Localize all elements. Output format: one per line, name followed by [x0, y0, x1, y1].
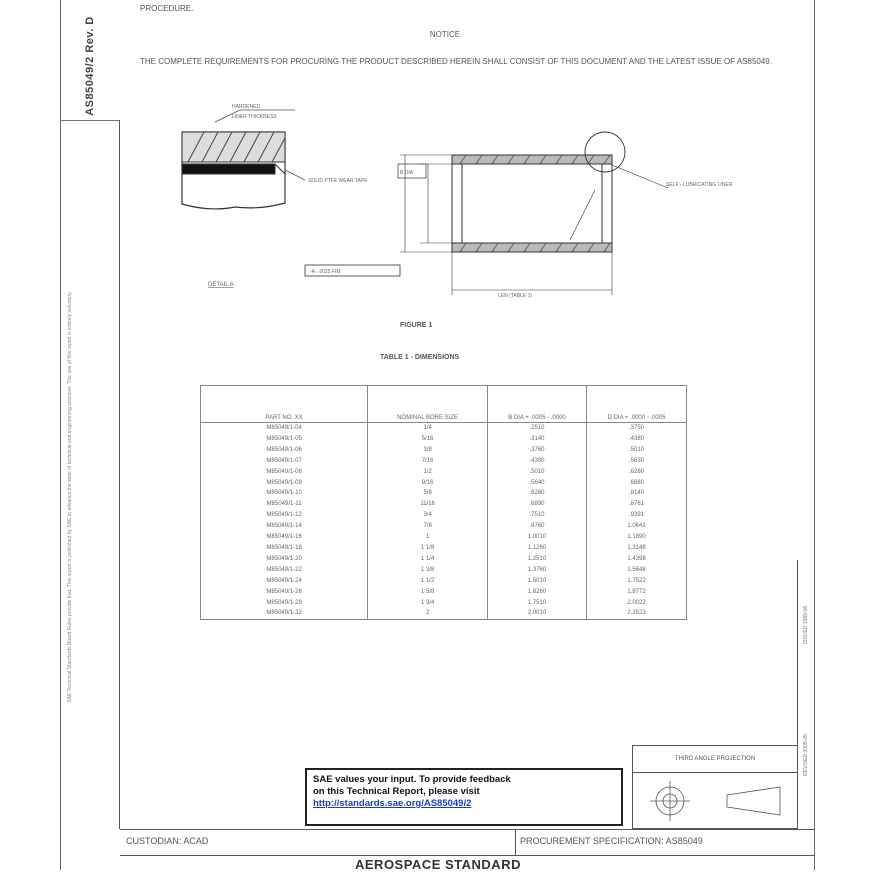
- cell-part-no: M85049/1-11: [201, 499, 368, 510]
- table-row: [201, 499, 687, 510]
- cell-nominal-size: 2: [368, 608, 488, 619]
- cell-d-dia: .9391: [587, 510, 687, 521]
- cell-nominal-size: 1 3/4: [368, 598, 488, 609]
- table-row: [201, 608, 687, 619]
- cell-b-dia: .7510: [488, 510, 587, 521]
- cell-d-dia: 1.0641: [587, 521, 687, 532]
- cell-b-dia: .3760: [488, 445, 587, 456]
- cell-b-dia: 1.7510: [488, 598, 587, 609]
- label-b-dia: B DIA: [400, 170, 414, 176]
- label-len: LEN (TABLE 1): [498, 293, 533, 299]
- table-row: [201, 554, 687, 565]
- footer-row: [120, 829, 815, 856]
- cell-nominal-size: 5/8: [368, 488, 488, 499]
- cell-d-dia: .8761: [587, 499, 687, 510]
- cell-nominal-size: 1/4: [368, 423, 488, 434]
- header-b-dia: B DIA + .0005 - .0000: [488, 386, 587, 423]
- cell-d-dia: .6260: [587, 467, 687, 478]
- cell-b-dia: 1.5010: [488, 576, 587, 587]
- projection-title: THIRD ANGLE PROJECTION: [632, 745, 798, 773]
- revised-date: REVISED 2008-05: [803, 734, 809, 776]
- cell-d-dia: .5630: [587, 456, 687, 467]
- cell-nominal-size: 1 5/8: [368, 587, 488, 598]
- cell-b-dia: 1.1260: [488, 543, 587, 554]
- label-sleeve: SOLID PTFE WEAR TAPE: [308, 178, 368, 184]
- cell-nominal-size: 9/16: [368, 478, 488, 489]
- detail-a-section: [182, 110, 305, 209]
- cell-b-dia: .3140: [488, 434, 587, 445]
- cell-part-no: M85049/1-10: [201, 488, 368, 499]
- table-row: [201, 445, 687, 456]
- cell-part-no: M85049/1-14: [201, 521, 368, 532]
- header-d-dia: D DIA + .0000 - .0005: [587, 386, 687, 423]
- header-nominal: NOMINAL BORE SIZE: [368, 386, 488, 423]
- cell-nominal-size: 1 1/2: [368, 576, 488, 587]
- feedback-box: [305, 768, 623, 826]
- cell-part-no: M85049/1-20: [201, 554, 368, 565]
- feedback-line-2: on this Technical Report, please visit: [313, 786, 480, 797]
- table-row: [201, 434, 687, 445]
- cell-b-dia: 1.0010: [488, 532, 587, 543]
- cell-d-dia: 1.4398: [587, 554, 687, 565]
- bushing-view: [305, 132, 668, 295]
- label-self-lub: SELF - LUBRICATING LINER: [666, 182, 733, 188]
- issued-date: ISSUED 1989-06: [803, 605, 809, 645]
- cell-nominal-size: 1: [368, 532, 488, 543]
- cell-nominal-size: 3/4: [368, 510, 488, 521]
- cell-d-dia: .5010: [587, 445, 687, 456]
- cell-nominal-size: 1 1/4: [368, 554, 488, 565]
- cell-part-no: M85049/1-04: [201, 423, 368, 434]
- cell-part-no: M85049/1-28: [201, 598, 368, 609]
- header-part-no: PART NO. XX: [201, 386, 368, 423]
- cell-d-dia: .8140: [587, 488, 687, 499]
- table-row: [201, 488, 687, 499]
- cell-nominal-size: 5/16: [368, 434, 488, 445]
- table-row: [201, 510, 687, 521]
- cell-nominal-size: 7/16: [368, 456, 488, 467]
- cell-d-dia: 1.8772: [587, 587, 687, 598]
- cell-b-dia: 1.3760: [488, 565, 587, 576]
- table-header-row: [201, 386, 687, 423]
- label-liner: LINER THICKNESS: [232, 114, 277, 120]
- cell-part-no: M85049/1-06: [201, 445, 368, 456]
- cell-part-no: M85049/1-22: [201, 565, 368, 576]
- table-row: [201, 576, 687, 587]
- doc-number: AS85049/2 Rev. D: [84, 16, 96, 116]
- cell-nominal-size: 3/8: [368, 445, 488, 456]
- cell-nominal-size: 11/16: [368, 499, 488, 510]
- cell-b-dia: 1.6260: [488, 587, 587, 598]
- cell-b-dia: .6260: [488, 488, 587, 499]
- cell-d-dia: 1.5648: [587, 565, 687, 576]
- procurement-spec: PROCUREMENT SPECIFICATION: AS85049: [520, 836, 703, 846]
- table-row: [201, 521, 687, 532]
- custodian-label: CUSTODIAN: ACAD: [126, 836, 209, 846]
- figure-caption: FIGURE 1: [400, 322, 433, 329]
- cell-part-no: M85049/1-05: [201, 434, 368, 445]
- label-hardened: HARDENED: [232, 104, 261, 110]
- table-row: [201, 565, 687, 576]
- cell-part-no: M85049/1-09: [201, 478, 368, 489]
- cell-d-dia: 2.0022: [587, 598, 687, 609]
- table-row: [201, 532, 687, 543]
- cell-nominal-size: 7/8: [368, 521, 488, 532]
- cell-part-no: M85049/1-32: [201, 608, 368, 619]
- cell-b-dia: .6890: [488, 499, 587, 510]
- cell-part-no: M85049/1-08: [201, 467, 368, 478]
- footer-divider: [515, 829, 516, 855]
- cell-d-dia: 1.1890: [587, 532, 687, 543]
- cell-part-no: M85049/1-16: [201, 532, 368, 543]
- cell-b-dia: 1.2510: [488, 554, 587, 565]
- cell-part-no: M85049/1-24: [201, 576, 368, 587]
- cell-d-dia: .3750: [587, 423, 687, 434]
- cell-b-dia: 2.0010: [488, 608, 587, 619]
- cell-d-dia: 2.2523: [587, 608, 687, 619]
- cell-d-dia: 1.7522: [587, 576, 687, 587]
- notice-heading: NOTICE: [429, 30, 461, 39]
- table-row: [201, 543, 687, 554]
- table-row: [201, 478, 687, 489]
- cell-b-dia: .5640: [488, 478, 587, 489]
- left-strip-border: [119, 120, 120, 829]
- cell-nominal-size: 1 3/8: [368, 565, 488, 576]
- notice-text: THE COMPLETE REQUIREMENTS FOR PROCURING THE PRODUCT DESCRIBED HEREIN SHALL CONSIST OF THIS DOCUMENT AND THE LATEST ISSUE OF AS85049.: [140, 57, 772, 66]
- cell-b-dia: .5010: [488, 467, 587, 478]
- cell-part-no: M85049/1-18: [201, 543, 368, 554]
- table-row: [201, 423, 687, 434]
- cell-nominal-size: 1/2: [368, 467, 488, 478]
- dimensions-table: [200, 385, 687, 620]
- cell-part-no: M85049/1-12: [201, 510, 368, 521]
- feedback-line-1: SAE values your input. To provide feedback: [313, 774, 511, 785]
- cell-part-no: M85049/1-07: [201, 456, 368, 467]
- projection-symbol-icon: [632, 773, 798, 829]
- cell-d-dia: .4380: [587, 434, 687, 445]
- figure-1-drawing: [140, 100, 760, 315]
- table-row: [201, 456, 687, 467]
- table-caption: TABLE 1 - DIMENSIONS: [380, 354, 460, 361]
- table-row: [201, 587, 687, 598]
- legal-notice: SAE Technical Standards Board Rules provide that: This report is published by SAE to advance the state of technical and engineering sciences. The use of this report is entirely voluntary.: [67, 291, 73, 703]
- feedback-link[interactable]: http://standards.sae.org/AS85049/2: [313, 798, 472, 809]
- standard-title: AEROSPACE STANDARD: [355, 857, 521, 872]
- cell-b-dia: .4390: [488, 456, 587, 467]
- cell-b-dia: .2510: [488, 423, 587, 434]
- cell-d-dia: .6880: [587, 478, 687, 489]
- cell-nominal-size: 1 1/8: [368, 543, 488, 554]
- table-row: [201, 598, 687, 609]
- label-datum: -A- .0025 FIM: [310, 269, 341, 275]
- table-row: [201, 467, 687, 478]
- cell-part-no: M85049/1-26: [201, 587, 368, 598]
- label-detail-a: DETAIL A: [208, 282, 234, 288]
- cell-b-dia: .8760: [488, 521, 587, 532]
- top-fragment: PROCEDURE.: [140, 4, 194, 13]
- cell-d-dia: 1.3148: [587, 543, 687, 554]
